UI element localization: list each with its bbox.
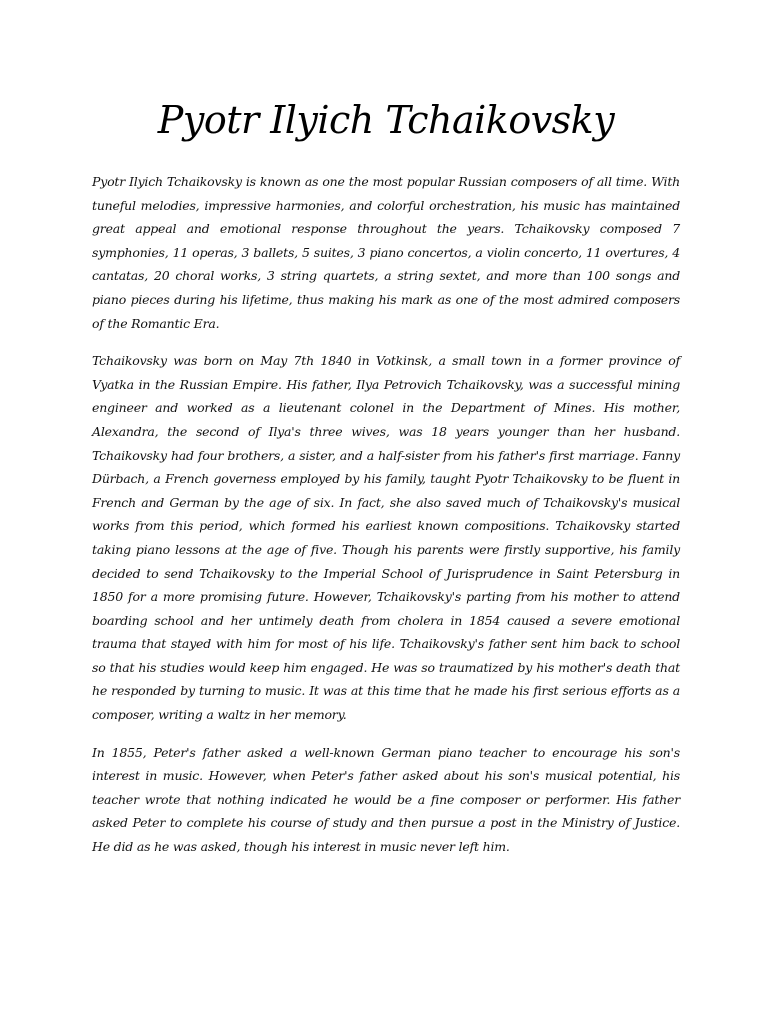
paragraph-intro: Pyotr Ilyich Tchaikovsky is known as one the most popular Russian composers of all time. With tuneful melodies, impressive harmonies, and colorful orchestration, his music has maintained great appeal and emotional response throughout the years. Tchaikovsky composed 7 symphonies, 11 operas, 3 ballets, 5 suites, 3 piano concertos, a violin concerto, 11 overtures, 4 cantatas, 20 choral works, 3 string quartets, a string sextet, and more than 100 songs and piano pieces during his lifetime, thus making his mark as one of the most admired composers of the Romantic Era. (92, 174, 680, 331)
paragraph-early-life: Tchaikovsky was born on May 7th 1840 in Votkinsk, a small town in a former province of Vyatka in the Russian Empire. His father, Ilya Petrovich Tchaikovsky, was a successful mining engineer and worked as a lieutenant colonel in the Department of Mines. His mother, Alexandra, the second of Ilya's three wives, was 18 years younger than her husband. Tchaikovsky had four brothers, a sister, and a half-sister from his father's first marriage. Fanny Dürbach, a French governess employed by his family, taught Pyotr Tchaikovsky to be fluent in French and German by the age of six. In fact, she also saved much of Tchaikovsky's musical works from this period, which formed his earliest known compositions. Tchaikovsky started taking piano lessons at the age of five. Though his parents were firstly supportive, his family decided to send Tchaikovsky to the Imperial School of Jurisprudence in Saint Petersburg in 1850 for a more promising future. However, Tchaikovsky's parting from his mother to attend boarding school and her untimely death from cholera in 1854 caused a severe emotional trauma that stayed with him for most of his life. Tchaikovsky's father sent him back to school so that his studies would keep him engaged. He was so traumatized by his mother's death that he responded by turning to music. It was at this time that he made his first serious efforts as a composer, writing a waltz in her memory. (92, 353, 680, 723)
page-title: Pyotr Ilyich Tchaikovsky (157, 98, 615, 142)
paragraph-education: In 1855, Peter's father asked a well-known German piano teacher to encourage his son's interest in music. However, when Peter's father asked about his son's musical potential, his teacher wrote that nothing indicated he would be a fine composer or performer. His father asked Peter to complete his course of study and then pursue a post in the Ministry of Justice. He did as he was asked, though his interest in music never left him. (92, 744, 680, 855)
